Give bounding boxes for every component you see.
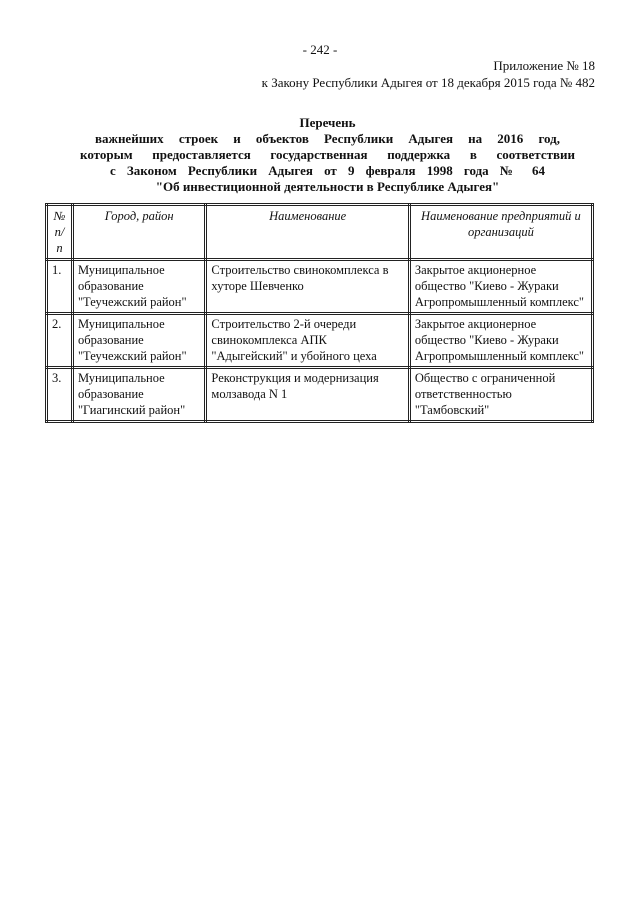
row-name: Строительство 2-й очереди свинокомплекса АПК "Адыгейский" и убойного цеха (206, 314, 409, 368)
appendix-reference (262, 57, 595, 91)
row-number: 1. (47, 260, 73, 314)
row-org: Закрытое акционерное общество "Киево - Жураки Агропромышленный комплекс" (409, 260, 592, 314)
row-number: 2. (47, 314, 73, 368)
header-city: Город, район (72, 205, 205, 260)
table-header-row (47, 205, 593, 260)
row-city: Муниципальное образование "Гиагинский район" (72, 368, 205, 422)
header-number-abbrev: п/п (54, 225, 65, 255)
page-number: - 242 - (302, 42, 338, 57)
heading-line-2: важнейших строек и объектов Республики Адыгея на 2016 год, (95, 131, 560, 146)
row-name: Строительство свинокомплекса в хуторе Шевченко (206, 260, 409, 314)
header-org: Наименование предприятий и организаций (409, 205, 592, 260)
header-name: Наименование (206, 205, 409, 260)
heading-line-5: "Об инвестиционной деятельности в Республике Адыгея" (155, 179, 500, 194)
row-org: Общество с ограниченной ответственностью "Тамбовский" (409, 368, 592, 422)
header-number-sign: № (53, 209, 66, 223)
heading-line-4: с Законом Республики Адыгея от 9 февраля 1998 года № 64 (110, 163, 545, 178)
objects-table (45, 203, 594, 423)
row-city: Муниципальное образование "Теучежский район" (72, 314, 205, 368)
header-number (47, 205, 73, 260)
heading-line-3: которым предоставляется государственная поддержка в соответствии (80, 147, 575, 162)
row-number: 3. (47, 368, 73, 422)
row-name: Реконструкция и модернизация молзавода N 1 (206, 368, 409, 422)
table-row (47, 368, 593, 422)
row-org: Закрытое акционерное общество "Киево - Жураки Агропромышленный комплекс" (409, 314, 592, 368)
heading-title: Перечень (299, 115, 356, 130)
table-row (47, 260, 593, 314)
table-row (47, 314, 593, 368)
appendix-title: Приложение № 18 (493, 58, 595, 73)
appendix-law-reference: к Закону Республики Адыгея от 18 декабря 2015 года № 482 (261, 75, 595, 90)
document-heading (60, 115, 595, 195)
row-city: Муниципальное образование "Теучежский район" (72, 260, 205, 314)
